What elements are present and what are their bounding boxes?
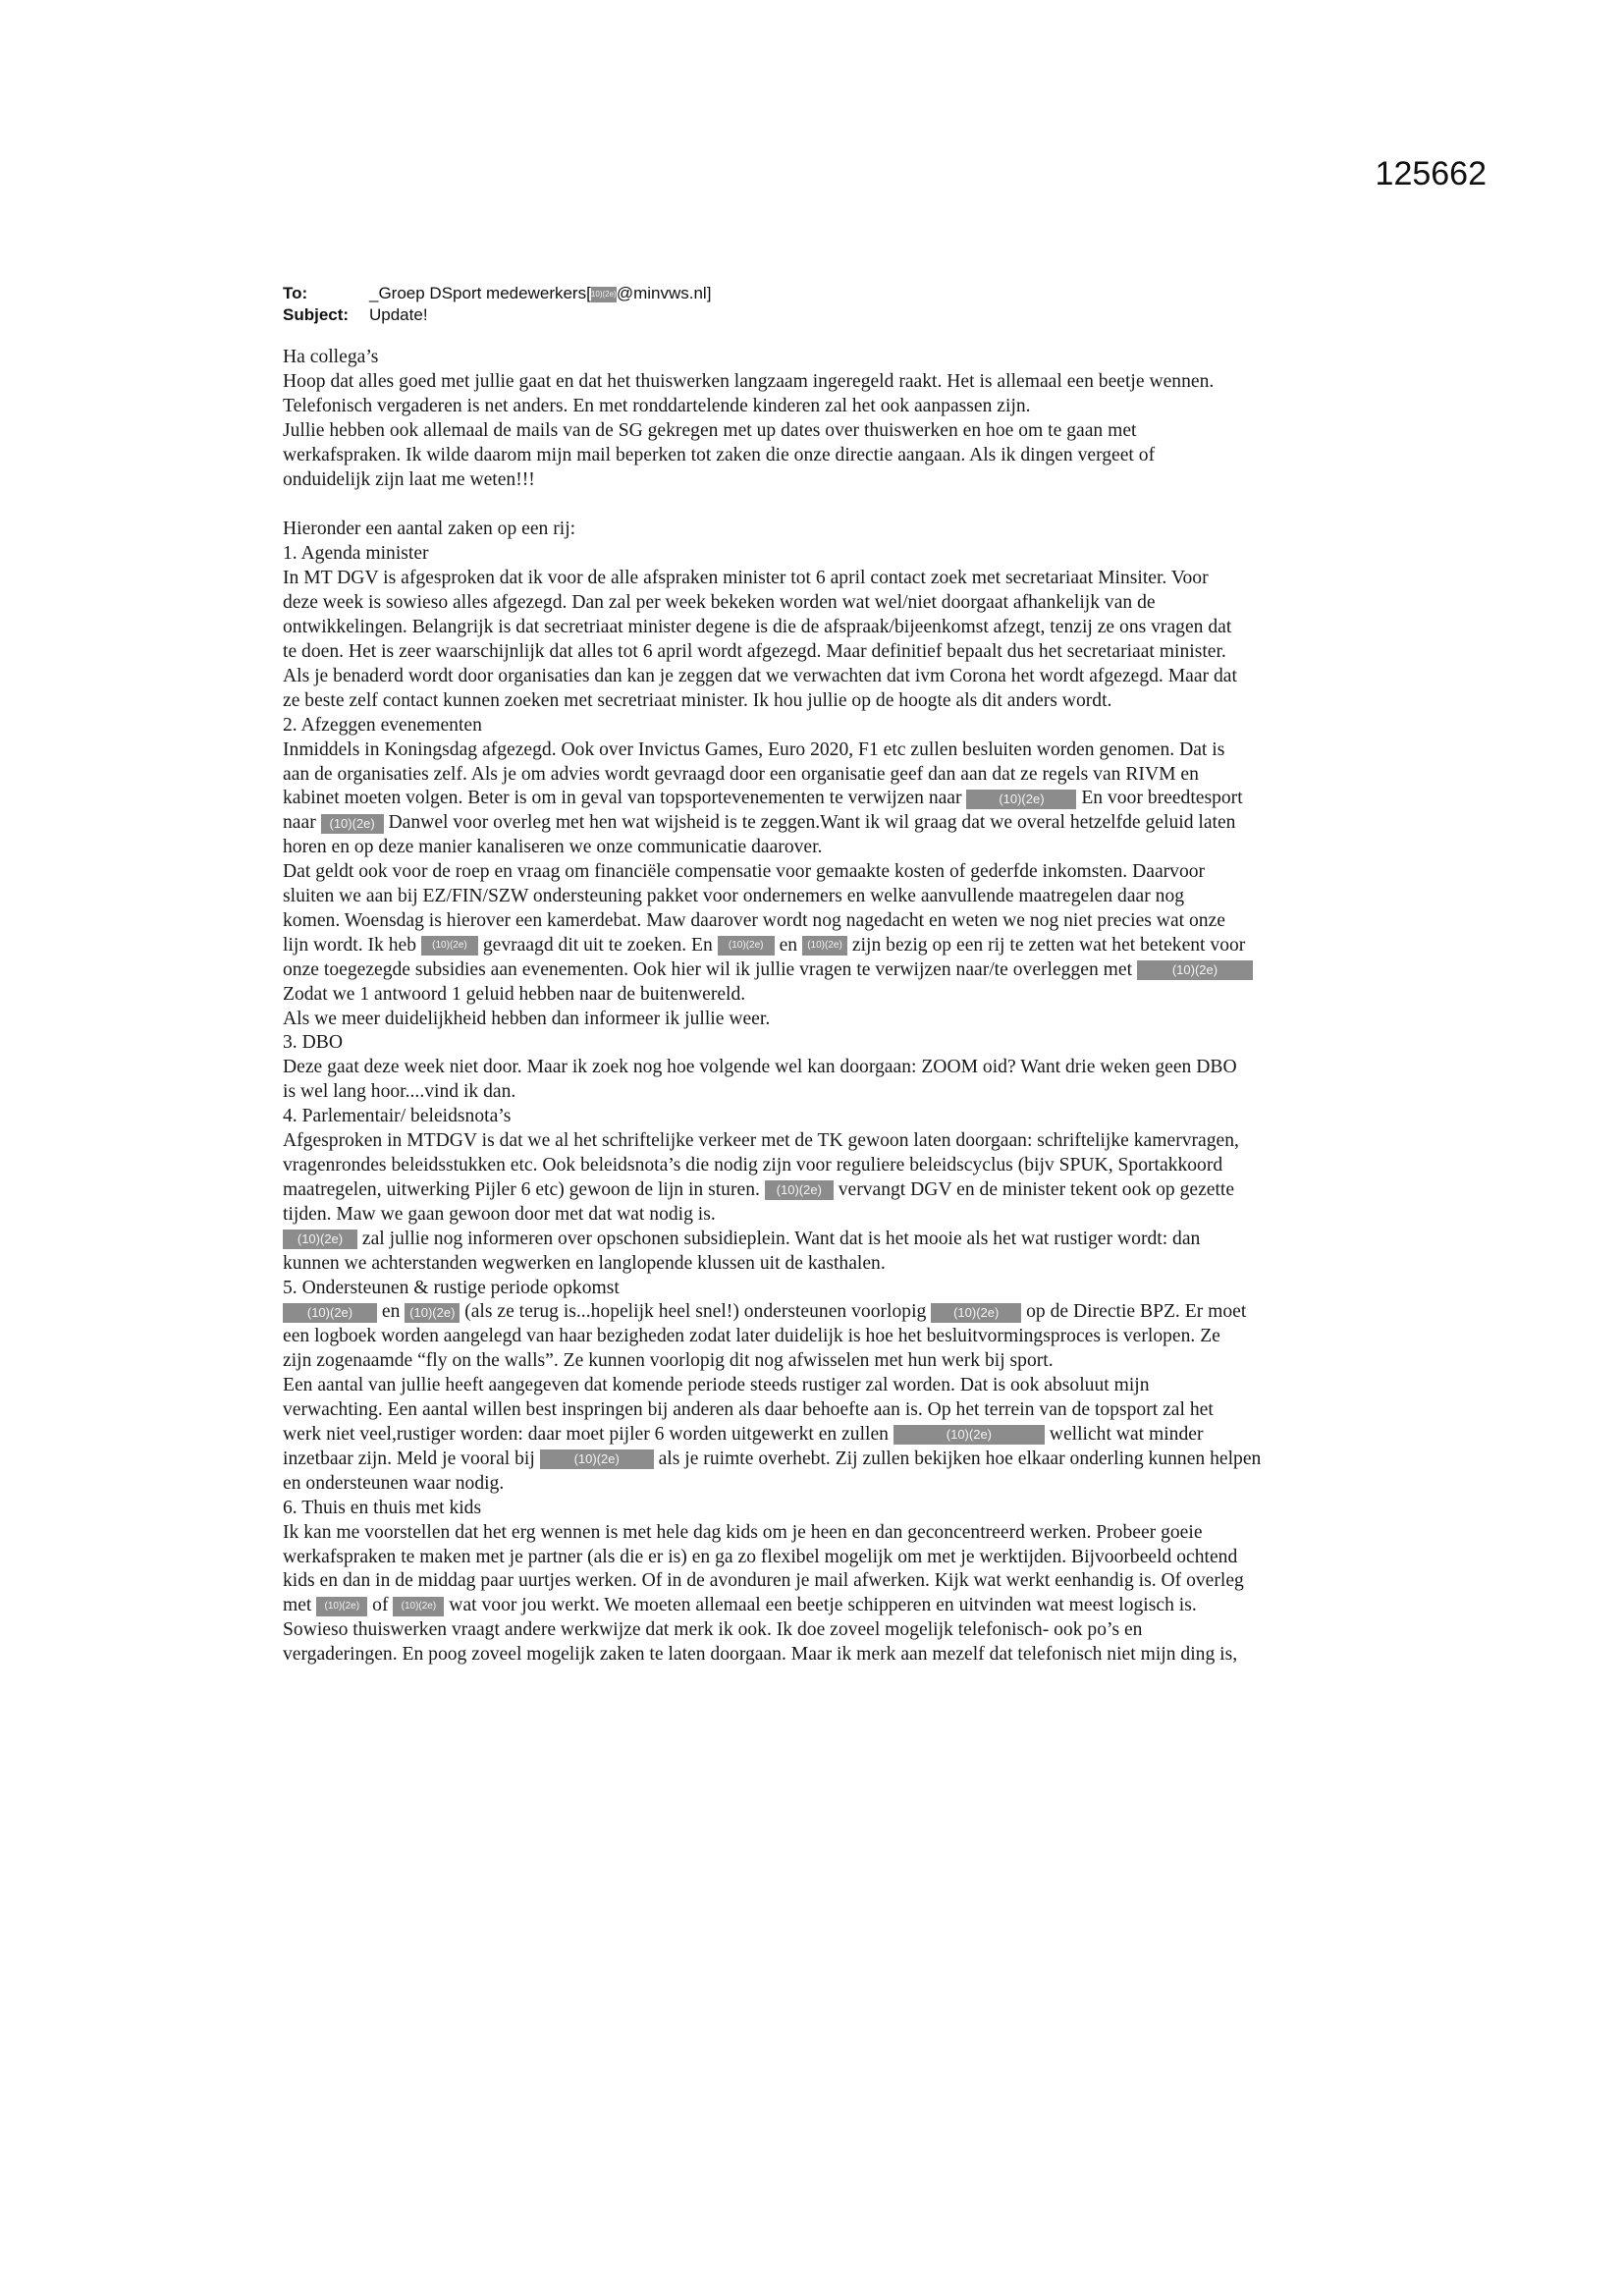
subject-label: Subject:	[283, 305, 350, 324]
body-line	[283, 1349, 1363, 1374]
text-run: Afgesproken in MTDGV is dat we al het schriftelijke verkeer met de TK gewoon laten doorgaan: schriftelijke kamervragen,	[283, 1130, 1239, 1152]
body-line	[283, 1594, 1363, 1618]
text-run: en	[377, 1301, 406, 1323]
body-line	[283, 640, 1363, 665]
body-line	[283, 738, 1363, 763]
redaction-box: (10)(2e)	[283, 1303, 377, 1323]
body-line	[283, 763, 1363, 788]
text-run: vervangt DGV en de minister tekent ook op gezette	[833, 1178, 1235, 1200]
body-line	[283, 1398, 1363, 1423]
body-line	[283, 1154, 1363, 1178]
redaction-box: (10)(2e)	[1137, 960, 1253, 980]
section-heading	[283, 1031, 1363, 1056]
text-run: onduidelijk zijn laat me weten!!!	[283, 468, 535, 490]
text-run: wat voor jou werkt. We moeten allemaal een beetje schipperen en uitvinden wat meest logisch is.	[444, 1595, 1197, 1616]
body-line	[283, 787, 1363, 811]
body-line	[283, 567, 1363, 591]
redaction-box: (10)(2e)	[316, 1597, 367, 1616]
text-run: lijn wordt. Ik heb	[283, 934, 421, 956]
paragraph-gap	[283, 492, 1363, 518]
to-prefix: _Groep DSport medewerkers[	[369, 284, 591, 302]
to-suffix: @minvws.nl]	[616, 284, 712, 302]
section-heading	[283, 714, 1363, 738]
email-body	[283, 346, 1363, 1667]
body-line	[283, 1080, 1363, 1105]
text-run: vergaderingen. En poog zoveel mogelijk zaken te laten doorgaan. Maar ik merk aan mezelf dat telefonisch niet mijn ding is,	[283, 1644, 1238, 1666]
body-line	[283, 1643, 1363, 1667]
text-run: 5. Ondersteunen & rustige periode opkomst	[283, 1277, 620, 1298]
text-run: Hoop dat alles goed met jullie gaat en dat het thuiswerken langzaam ingeregeld raakt. Het is allemaal een beetje wennen.	[283, 370, 1215, 392]
body-line	[283, 468, 1363, 493]
redaction-box: (10)(2e)	[283, 1230, 357, 1249]
redaction-box: (10)(2e)	[718, 936, 775, 956]
text-run: of	[367, 1595, 394, 1616]
redaction-box: (10)(2e)	[966, 790, 1076, 809]
body-line	[283, 934, 1363, 958]
body-line	[283, 1618, 1363, 1643]
body-line	[283, 1129, 1363, 1154]
text-run: 1. Agenda minister	[283, 543, 429, 565]
text-run: Inmiddels in Koningsdag afgezegd. Ook over Invictus Games, Euro 2020, F1 etc zullen besluiten worden genomen. Dat is	[283, 738, 1225, 760]
redaction-box: (10)(2e)	[893, 1425, 1045, 1445]
text-run: komen. Woensdag is hierover een kamerdebat. Maw daarover wordt nog nagedacht en weten we nog niet precies wat onze	[283, 909, 1225, 931]
body-line	[283, 591, 1363, 616]
greeting-line	[283, 346, 1363, 370]
body-line	[283, 1448, 1363, 1472]
text-run: als je ruimte overhebt. Zij zullen bekijken hoe elkaar onderling kunnen helpen	[653, 1448, 1262, 1469]
text-run: Ik kan me voorstellen dat het erg wennen is met hele dag kids om je heen en dan geconcentreerd werken. Probeer goeie	[283, 1521, 1203, 1543]
body-line	[283, 1325, 1363, 1349]
body-line	[283, 1569, 1363, 1594]
body-line	[283, 860, 1363, 885]
text-run: kids en dan in de middag paar uurtjes werken. Of in de avonduren je mail afwerken. Kijk wat werkt eenhandig is. Of overleg	[283, 1570, 1244, 1592]
text-run: Dat geldt ook voor de roep en vraag om financiële compensatie voor gemaakte kosten of gederfde inkomsten. Daarvoor	[283, 861, 1206, 883]
text-run: werk niet veel,rustiger worden: daar moet pijler 6 worden uitgewerkt en zullen	[283, 1423, 893, 1445]
body-line	[283, 836, 1363, 860]
redaction-box: (10)(2e)	[321, 814, 384, 834]
body-line	[283, 1374, 1363, 1398]
text-run: horen en op deze manier kanaliseren we onze communicatie daarover.	[283, 837, 823, 858]
text-run: Hieronder een aantal zaken op een rij:	[283, 519, 576, 540]
text-run: wellicht wat minder	[1044, 1423, 1204, 1445]
document-number: 125662	[1375, 155, 1487, 192]
body-line	[283, 983, 1363, 1008]
body-line	[283, 1056, 1363, 1080]
text-run: naar	[283, 812, 321, 834]
to-value	[369, 283, 711, 304]
text-run: Telefonisch vergaderen is net anders. En met ronddartelende kinderen zal het ook aanpassen zijn.	[283, 395, 1031, 416]
subject-row	[283, 304, 1363, 326]
section-heading	[283, 1277, 1363, 1301]
body-line	[283, 1252, 1363, 1277]
section-heading	[283, 542, 1363, 567]
body-line	[283, 444, 1363, 468]
section-heading	[283, 1105, 1363, 1129]
text-run: verwachting. Een aantal willen best inspringen bij anderen als daar behoefte aan is. Op het terrein van de topsport zal het	[283, 1399, 1214, 1421]
to-label: To:	[283, 284, 308, 302]
to-row	[283, 283, 1363, 304]
text-run: te doen. Het is zeer waarschijnlijk dat alles tot 6 april wordt afgezegd. Maar definitief bepaalt dus het secretariaat minister.	[283, 640, 1226, 662]
body-line	[283, 958, 1363, 983]
text-run: 2. Afzeggen evenementen	[283, 714, 482, 736]
text-run: 3. DBO	[283, 1032, 343, 1054]
text-run: ontwikkelingen. Belangrijk is dat secretriaat minister degene is die de afspraak/bijeenkomst afzegt, tenzij ze ons vragen dat	[283, 617, 1232, 638]
text-run: is wel lang hoor....vind ik dan.	[283, 1081, 516, 1103]
text-run: 6. Thuis en thuis met kids	[283, 1497, 482, 1518]
text-run: En voor breedtesport	[1076, 788, 1243, 809]
email-redaction: 10)(2e)	[591, 287, 617, 302]
body-line	[283, 1008, 1363, 1032]
text-run: werkafspraken te maken met je partner (als die er is) en ga zo flexibel mogelijk om met je werktijden. Bijvoorbeeld ochtend	[283, 1546, 1238, 1567]
text-run: inzetbaar zijn. Meld je vooral bij	[283, 1448, 540, 1469]
body-line	[283, 909, 1363, 934]
redaction-box: (10)(2e)	[540, 1449, 654, 1469]
text-run: aan de organisaties zelf. Als je om advies wordt gevraagd door een organisatie geef dan aan dat ze regels van RIVM en	[283, 763, 1199, 785]
body-line	[283, 665, 1363, 689]
body-line	[283, 1472, 1363, 1497]
body-line	[283, 1228, 1363, 1252]
text-run: sluiten we aan bij EZ/FIN/SZW ondersteuning pakket voor ondernemers en welke aanvullende maatregelen daar nog	[283, 886, 1185, 907]
text-run: maatregelen, uitwerking Pijler 6 etc) gewoon de lijn in sturen.	[283, 1178, 765, 1200]
text-run: zijn zogenaamde “fly on the walls”. Ze kunnen voorlopig dit nog afwisselen met hun werk bij sport.	[283, 1350, 1054, 1372]
body-line	[283, 885, 1363, 909]
body-line	[283, 395, 1363, 419]
body-line	[283, 419, 1363, 444]
redaction-box: (10)(2e)	[931, 1303, 1021, 1323]
body-line	[283, 518, 1363, 542]
redaction-box: (10)(2e)	[405, 1303, 460, 1323]
text-run: zal jullie nog informeren over opschonen subsidieplein. Want dat is het mooie als het wat rustiger wordt: dan	[357, 1228, 1201, 1249]
body-line	[283, 689, 1363, 714]
redaction-box: (10)(2e)	[802, 936, 847, 956]
body-line	[283, 1178, 1363, 1203]
body-line	[283, 370, 1363, 395]
text-run: In MT DGV is afgesproken dat ik voor de alle afspraken minister tot 6 april contact zoek met secretariaat Minsiter. Voor	[283, 568, 1209, 589]
text-run: onze toegezegde subsidies aan evenementen. Ook hier wil ik jullie vragen te verwijzen naar/te overleggen met	[283, 958, 1137, 980]
text-run: op de Directie BPZ. Er moet	[1021, 1301, 1247, 1323]
redaction-box: (10)(2e)	[765, 1180, 834, 1200]
text-run: Als we meer duidelijkheid hebben dan informeer ik jullie weer.	[283, 1008, 771, 1029]
text-run: (als ze terug is...hopelijk heel snel!) ondersteunen voorlopig	[460, 1301, 932, 1323]
text-run: Als je benaderd wordt door organisaties dan kan je zeggen dat we verwachten dat ivm Corona het wordt afgezegd. Maar dat	[283, 665, 1237, 686]
text-run: vragenrondes beleidsstukken etc. Ook beleidsnota’s die nodig zijn voor reguliere beleidscyclus (bijv SPUK, Sportakkoord	[283, 1155, 1223, 1175]
text-run: Ha collega’s	[283, 347, 379, 367]
section-heading	[283, 1497, 1363, 1521]
body-line	[283, 1203, 1363, 1228]
text-run: Sowieso thuiswerken vraagt andere werkwijze dat merk ik ook. Ik doe zoveel mogelijk telefonisch- ook po’s en	[283, 1619, 1143, 1641]
text-run: Zodat we 1 antwoord 1 geluid hebben naar de buitenwereld.	[283, 983, 746, 1005]
text-run: Jullie hebben ook allemaal de mails van de SG gekregen met up dates over thuiswerken en hoe om te gaan met	[283, 419, 1137, 441]
text-run: ze beste zelf contact kunnen zoeken met secretriaat minister. Ik hou jullie op de hoogte als dit anders wordt.	[283, 689, 1112, 711]
body-line	[283, 1300, 1363, 1325]
body-line	[283, 616, 1363, 640]
body-line	[283, 1546, 1363, 1570]
email-header	[283, 283, 1363, 326]
text-run: kabinet moeten volgen. Beter is om in geval van topsportevenementen te verwijzen naar	[283, 788, 967, 809]
text-run: een logboek worden aangelegd van haar bezigheden zodat later duidelijk is hoe het besluitvormingsproces is verlopen. Ze	[283, 1326, 1220, 1347]
text-run: 4. Parlementair/ beleidsnota’s	[283, 1106, 512, 1127]
text-run: Een aantal van jullie heeft aangegeven dat komende periode steeds rustiger zal worden. Dat is ook absoluut mijn	[283, 1375, 1150, 1396]
text-run: Deze gaat deze week niet door. Maar ik zoek nog hoe volgende wel kan doorgaan: ZOOM oid? Want drie weken geen DBO	[283, 1057, 1237, 1078]
body-line	[283, 811, 1363, 836]
text-run: werkafspraken. Ik wilde daarom mijn mail beperken tot zaken die onze directie aangaan. Als ik dingen vergeet of	[283, 444, 1156, 465]
body-line	[283, 1423, 1363, 1448]
text-run: kunnen we achterstanden wegwerken en langlopende klussen uit de kasthalen.	[283, 1252, 886, 1274]
text-run: Danwel voor overleg met hen wat wijsheid is te zeggen.Want ik wil graag dat we overal hetzelfde geluid laten	[383, 812, 1236, 834]
redaction-box: (10)(2e)	[421, 936, 478, 956]
text-run: en	[774, 934, 802, 956]
text-run: deze week is sowieso alles afgezegd. Dan zal per week bekeken worden wat wel/niet doorgaat afhankelijk van de	[283, 592, 1156, 614]
text-run: en ondersteunen waar nodig.	[283, 1472, 505, 1494]
subject-value: Update!	[369, 305, 428, 324]
text-run: tijden. Maw we gaan gewoon door met dat wat nodig is.	[283, 1203, 716, 1225]
text-run: zijn bezig op een rij te zetten wat het betekent voor	[847, 934, 1246, 956]
redaction-box: (10)(2e)	[393, 1597, 444, 1616]
text-run: met	[283, 1595, 317, 1616]
body-line	[283, 1521, 1363, 1546]
text-run: gevraagd dit uit te zoeken. En	[477, 934, 718, 956]
